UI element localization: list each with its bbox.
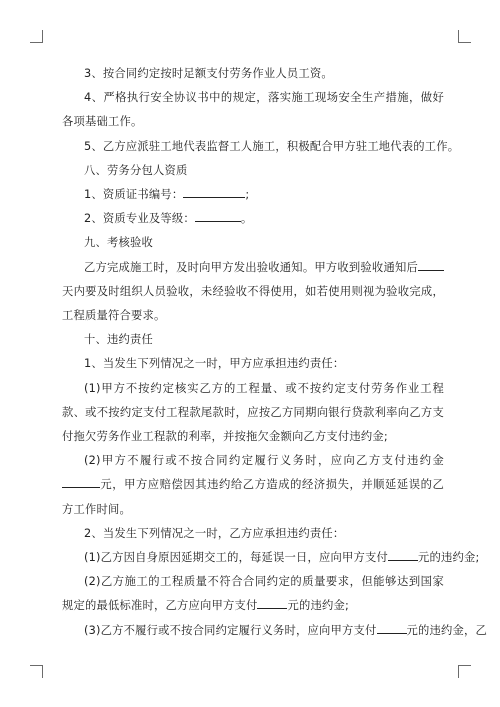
party-b-liability-1-start: (1)乙方因自身原因延期交工的，每延误一日，应向甲方支付 — [84, 551, 389, 565]
paragraph-obligation-4: 4、严格执行安全协议书中的规定，落实施工现场安全生产措施，做好各项基础工作。 — [62, 91, 444, 129]
paragraph-acceptance — [62, 256, 444, 329]
paragraph-party-b-liability-intro: 2、当发生下列情况之一时，乙方应承担违约责任： — [84, 526, 345, 540]
section-heading-acceptance: 九、考核验收 — [84, 236, 153, 250]
paragraph-party-b-liability-3 — [62, 619, 488, 643]
paragraph-obligation-3: 3、按合同约定按时足额支付劳务作业人员工资。 — [84, 67, 333, 80]
qualification-level-label: 2、资质专业及等级： — [84, 212, 195, 226]
crop-mark-top-right — [458, 30, 471, 43]
party-a-liability-2-start: (2)甲方不履行或不按合同约定履行义务时，应向乙方支付违约金 — [84, 454, 444, 468]
paragraph-party-a-liability-intro: 1、当发生下列情况之一时，甲方应承担违约责任： — [84, 357, 345, 371]
certificate-number-label: 1、资质证书编号： — [84, 188, 184, 202]
crop-mark-bottom-right — [458, 665, 471, 678]
paragraph-certificate-number — [62, 183, 444, 207]
crop-mark-top-left — [30, 30, 43, 43]
party-b-liability-3-start: (3)乙方不履行或不按合同约定履行义务时，应向甲方支付 — [84, 623, 377, 637]
certificate-number-blank — [183, 187, 245, 198]
section-heading-qualification: 八、劳务分包人资质 — [84, 163, 188, 177]
document-body — [62, 62, 488, 643]
party-b-liability-2-start: (2)乙方施工的工程质量不符合合同约定的质量要求，但能够达到国家规定的最低标准时，乙方应向甲方支付 — [62, 575, 444, 613]
paragraph-party-b-liability-2 — [62, 570, 444, 618]
acceptance-text-start: 乙方完成施工时，及时向甲方发出验收通知。甲方收到验收通知后 — [84, 260, 418, 274]
paragraph-qualification-level — [62, 207, 444, 231]
party-a-liability-2-end: 元，甲方应赔偿因其违约给乙方造成的经济损失，并顺延延误的乙方工作时间。 — [62, 478, 444, 516]
party-b-delay-penalty-blank — [388, 550, 418, 561]
party-b-liability-3-end: 元的违约金，乙 — [406, 623, 488, 637]
paragraph-party-b-liability-1 — [62, 546, 480, 570]
party-b-quality-penalty-blank — [257, 598, 287, 609]
crop-mark-bottom-left — [30, 665, 43, 678]
party-b-breach-penalty-blank — [377, 623, 407, 634]
acceptance-days-blank — [418, 260, 444, 271]
qualification-level-blank — [195, 211, 241, 222]
paragraph-obligation-5: 5、乙方应派驻工地代表监督工人施工，积极配合甲方驻工地代表的工作。 — [84, 139, 460, 153]
acceptance-text-end: 天内要及时组织人员验收，未经验收不得使用，如若使用则视为验收完成，工程质量符合要求。 — [62, 284, 444, 323]
certificate-number-suffix: ; — [245, 188, 250, 202]
qualification-level-suffix: 。 — [240, 212, 253, 226]
party-b-liability-1-end: 元的违约金; — [418, 551, 480, 565]
section-heading-liability: 十、违约责任 — [84, 333, 153, 347]
party-b-liability-2-end: 元的违约金; — [287, 599, 349, 613]
paragraph-party-a-liability-2 — [62, 449, 444, 522]
paragraph-party-a-liability-1: (1)甲方不按约定核实乙方的工程量、或不按约定支付劳务作业工程款、或不按约定支付工程款尾款时，应按乙方同期向银行贷款利率向乙方支付拖欠劳务作业工程款的利率，并按拖欠金额向乙方支付违约金; — [62, 381, 444, 444]
party-a-penalty-blank — [62, 477, 100, 488]
